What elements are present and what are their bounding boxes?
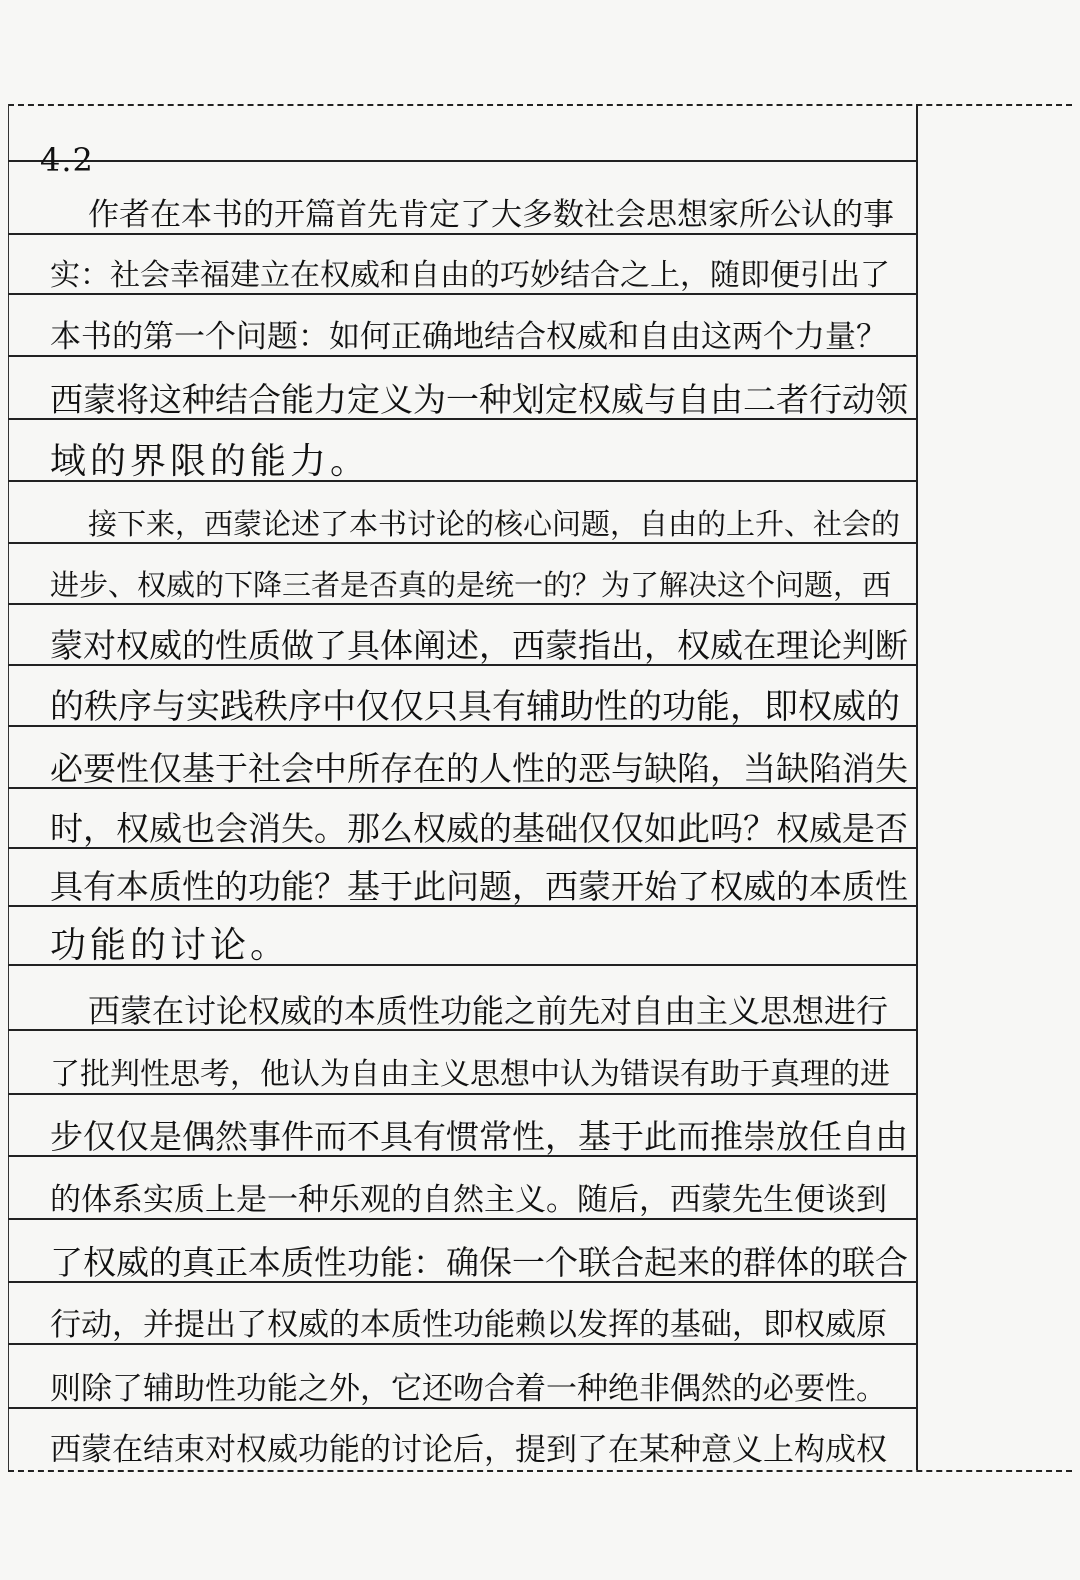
text-line: 接下来，西蒙论述了本书讨论的核心问题，自由的上升、社会的 — [88, 507, 901, 541]
text-line: 域的界限的能力。 — [50, 441, 371, 482]
text-line: 则除了辅助性功能之外，它还吻合着一种绝非偶然的必要性。 — [50, 1371, 887, 1407]
text-line: 具有本质性的功能？基于此问题，西蒙开始了权威的本质性 — [50, 867, 908, 906]
text-line: 了权威的真正本质性功能：确保一个联合起来的群体的联合 — [50, 1243, 908, 1282]
top-dotted-border — [8, 104, 1072, 106]
text-line: 的体系实质上是一种乐观的自然主义。随后，西蒙先生便谈到 — [50, 1182, 887, 1218]
text-line: 西蒙将这种结合能力定义为一种划定权威与自由二者行动领 — [50, 380, 908, 419]
text-line: 西蒙在结束对权威功能的讨论后，提到了在某种意义上构成权 — [50, 1432, 887, 1468]
text-line: 实：社会幸福建立在权威和自由的巧妙结合之上，随即便引出了 — [50, 258, 890, 293]
text-line: 蒙对权威的性质做了具体阐述，西蒙指出，权威在理论判断 — [50, 626, 908, 665]
section-number: 4.2 — [40, 141, 94, 179]
text-line: 作者在本书的开篇首先肯定了大多数社会思想家所公认的事 — [88, 197, 894, 233]
text-line: 了批判性思考，他认为自由主义思想中认为错误有助于真理的进 — [50, 1057, 890, 1092]
text-line: 的秩序与实践秩序中仅仅只具有辅助性的功能，即权威的 — [50, 687, 900, 727]
text-line: 功能的讨论。 — [50, 925, 291, 966]
text-line: 时，权威也会消失。那么权威的基础仅仅如此吗？权威是否 — [50, 809, 908, 848]
bottom-dotted-border — [8, 1470, 1072, 1472]
text-line: 西蒙在讨论权威的本质性功能之前先对自由主义思想进行 — [88, 992, 889, 1030]
text-line: 本书的第一个问题：如何正确地结合权威和自由这两个力量？ — [50, 319, 887, 355]
text-line: 行动，并提出了权威的本质性功能赖以发挥的基础，即权威原 — [50, 1307, 887, 1343]
text-line: 进步、权威的下降三者是否真的是统一的？为了解决这个问题，西 — [50, 568, 892, 602]
right-margin-line — [916, 104, 918, 1470]
text-line: 必要性仅基于社会中所存在的人性的恶与缺陷，当缺陷消失 — [50, 749, 908, 788]
text-line: 步仅仅是偶然事件而不具有惯常性，基于此而推崇放任自由 — [50, 1117, 908, 1156]
